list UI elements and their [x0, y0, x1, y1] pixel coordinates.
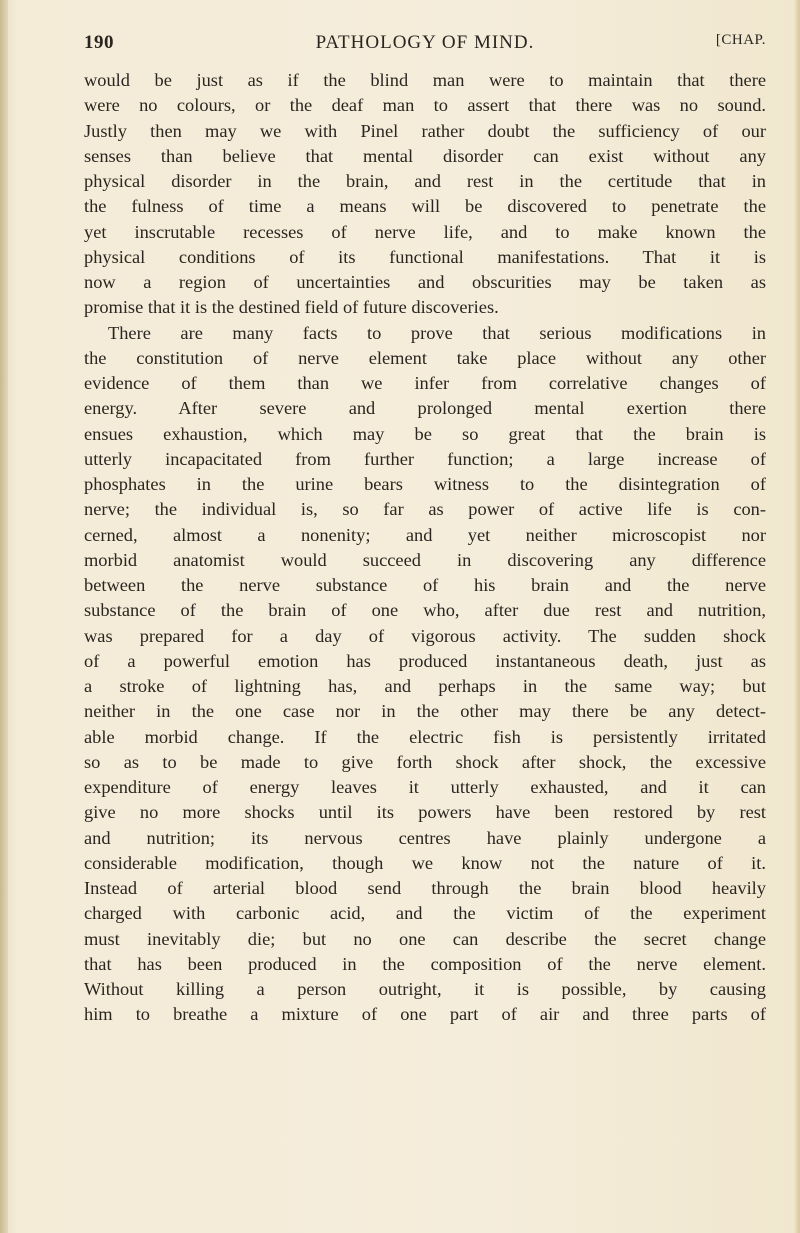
- text-line: Justly then may we with Pinel rather doubt the sufficiency of our: [84, 120, 766, 141]
- text-line: the constitution of nerve element take place without any other: [84, 347, 766, 368]
- chapter-mark: [CHAP.: [715, 32, 766, 48]
- text-line: nerve; the individual is, so far as power of active life is con-: [84, 499, 766, 520]
- text-line: physical disorder in the brain, and rest in the certitude that in: [84, 171, 766, 191]
- page-binding-edge: [0, 0, 8, 1233]
- text-line: energy. After severe and prolonged mental exertion there: [84, 398, 766, 419]
- text-line: of a powerful emotion has produced instantaneous death, just as: [84, 650, 766, 671]
- page-right-edge: [794, 0, 800, 1233]
- text-line: ensues exhaustion, which may be so great that the brain is: [84, 423, 766, 444]
- body-text: [84, 68, 766, 1028]
- text-line: a stroke of lightning has, and perhaps in the same way; but: [84, 676, 766, 696]
- text-line: him to breathe a mixture of one part of air and three parts of: [84, 1004, 766, 1025]
- text-line: yet inscrutable recesses of nerve life, and to make known the: [84, 221, 766, 242]
- text-line: senses than believe that mental disorder can exist without any: [84, 145, 766, 166]
- text-line: was prepared for a day of vigorous activity. The sudden shock: [84, 625, 766, 646]
- text-line: evidence of them than we infer from correlative changes of: [84, 373, 766, 393]
- text-line: neither in the one case nor in the other may there be any detect-: [84, 701, 766, 722]
- text-line: able morbid change. If the electric fish is persistently irritated: [84, 726, 766, 747]
- text-line: now a region of uncertainties and obscurities may be taken as: [84, 272, 766, 292]
- text-line: expenditure of energy leaves it utterly exhausted, and it can: [84, 777, 766, 797]
- text-line: substance of the brain of one who, after due rest and nutrition,: [84, 600, 766, 621]
- text-line: charged with carbonic acid, and the victim of the experiment: [84, 903, 766, 924]
- text-line: so as to be made to give forth shock after shock, the excessive: [84, 751, 766, 772]
- text-line: would be just as if the blind man were to maintain that there: [84, 70, 766, 90]
- text-line: and nutrition; its nervous centres have plainly undergone a: [84, 827, 766, 848]
- text-line: utterly incapacitated from further function; a large increase of: [84, 448, 766, 469]
- text-line: morbid anatomist would succeed in discovering any difference: [84, 549, 766, 570]
- text-line: must inevitably die; but no one can describe the secret change: [84, 928, 766, 949]
- text-line: phosphates in the urine bears witness to the disintegration of: [84, 474, 766, 494]
- running-head-title: PATHOLOGY OF MIND.: [315, 32, 535, 53]
- text-line: that has been produced in the composition of the nerve element.: [84, 953, 766, 974]
- page-header: [84, 32, 766, 62]
- text-line: the fulness of time a means will be discovered to penetrate the: [84, 196, 766, 217]
- paragraph-first-line: There are many facts to prove that serious modifications in: [108, 322, 766, 343]
- page-number: 190: [84, 32, 114, 53]
- text-line: considerable modification, though we know not the nature of it.: [84, 852, 766, 873]
- text-line: cerned, almost a nonenity; and yet neither microscopist nor: [84, 524, 766, 545]
- text-line: physical conditions of its functional manifestations. That it is: [84, 246, 766, 267]
- text-line: were no colours, or the deaf man to assert that there was no sound.: [84, 95, 766, 116]
- text-line: Without killing a person outright, it is possible, by causing: [84, 979, 766, 999]
- text-line: between the nerve substance of his brain and the nerve: [84, 575, 766, 595]
- text-line: Instead of arterial blood send through the brain blood heavily: [84, 878, 766, 898]
- paragraph-last-line: promise that it is the destined field of future discoveries.: [84, 297, 499, 318]
- text-line: give no more shocks until its powers have been restored by rest: [84, 802, 766, 823]
